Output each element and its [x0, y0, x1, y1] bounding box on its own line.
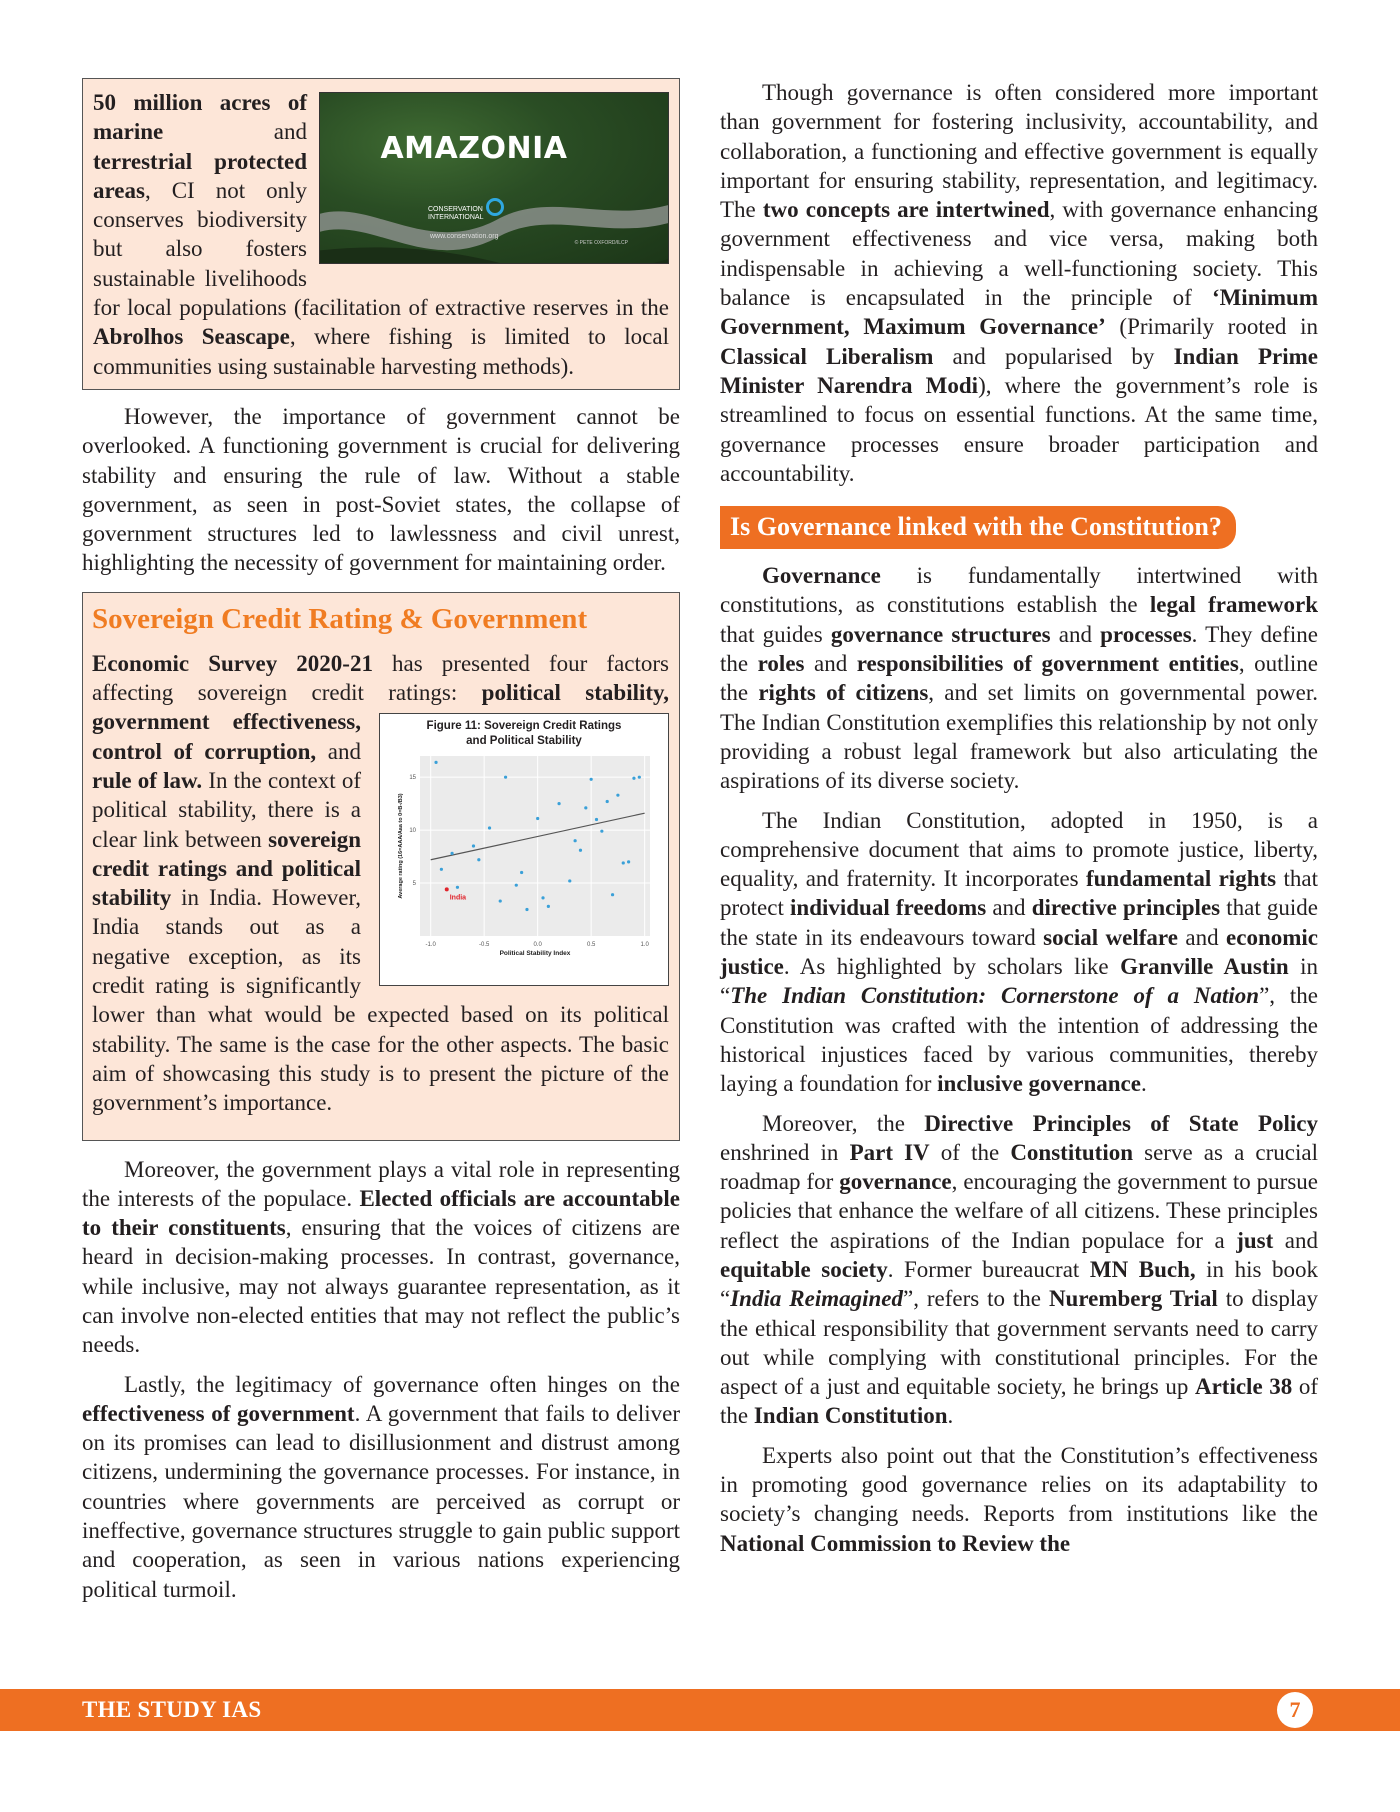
footer-title: THE STUDY IAS [82, 1697, 262, 1722]
data-point [622, 862, 625, 865]
data-point [472, 845, 475, 848]
right-p4-n: MN Buch, [1089, 1256, 1196, 1282]
right-p3-j: economic justice [720, 924, 1318, 980]
right-paragraph-1 [720, 78, 1318, 488]
figure-title-line1: Figure 11: Sovereign Credit Ratings [426, 720, 622, 733]
right-p3-k: . As highlighted by scholars like [783, 954, 1121, 980]
image-credit: © PETE OXFORD/ILCP [574, 240, 628, 246]
scatter-chart [380, 750, 668, 985]
credit-t8: in India. However, India stands out as a negative exception, as its credit rating is significantly lower than what would be expected based on its political stability. The same is the case for the other aspects. The basic aim of showcasing this study is to present the picture of the government’s importance. [92, 885, 669, 1116]
y-tick-label: 5 [412, 881, 416, 888]
right-p5-a: Experts also point out that the Constitution’s effectiveness in promoting good governance relies on its adaptability to society’s changing needs. Reports from institutions like the [720, 1442, 1318, 1527]
credit-box-text [92, 649, 669, 1118]
x-tick-label: -1.0 [425, 942, 436, 949]
data-point [515, 884, 518, 887]
right-p3-e: and [986, 895, 1032, 921]
right-p3-a: The Indian Constitution, adopted in 1950, is a comprehensive document that aims to promote justice, liberty, equality, and fraternity. It incorporates [720, 807, 1318, 892]
right-p1-i: ), where the government’s role is streamlined to focus on essential functions. At the same time, governance processes ensure broader participation and accountability. [720, 372, 1318, 486]
right-p2-i: roles [757, 651, 805, 677]
right-p1-c: , with governance enhancing government effectiveness and vice versa, making both indispensable in achieving a well-functioning society. This balance is encapsulated in the principle of [720, 197, 1318, 311]
amazonia-t4: , CI not only conserves biodiversity but also fosters sustainable livelihoods for local populations (facilitation of extractive reserves in the [93, 177, 669, 321]
right-p4-h: governance [839, 1169, 952, 1195]
plot-background [420, 756, 650, 936]
data-point [595, 818, 598, 821]
right-p3-q: . [1140, 1071, 1147, 1097]
right-p4-b: Directive Principles of State Policy [924, 1110, 1318, 1136]
right-p2-n: , and set limits on governmental power. The Indian Constitution exemplifies this relationship by not only providing a robust legal framework but also articulating the aspirations of its diverse society. [720, 680, 1318, 794]
right-p2-f: and [1050, 621, 1101, 647]
left-p3-c: . A government that fails to deliver on its promises can lead to disillusionment and distrust among citizens, undermining the governance processes. For instance, in countries where governments are perceived as corrupt or ineffective, governance structures struggle to gain public support and cooperation, as seen in various nations experiencing political turmoil. [82, 1400, 680, 1602]
right-p3-m: in “ [720, 954, 1318, 1009]
right-paragraph-4 [720, 1109, 1318, 1431]
right-p5-b: National Commission to Review the [720, 1530, 1071, 1556]
right-p2-c: legal framework [1149, 592, 1318, 618]
right-p2-h: . They define the [720, 621, 1319, 677]
data-point [590, 778, 593, 781]
credit-t7: sovereign credit ratings and political stability [92, 826, 361, 911]
right-p2-b: is fundamentally intertwined with constitutions, as constitutions establish the [720, 563, 1318, 618]
data-point [434, 761, 437, 764]
right-p3-p: inclusive governance [937, 1071, 1141, 1097]
data-point [536, 817, 539, 820]
right-p4-e: of the [929, 1139, 1011, 1165]
credit-rating-figure [379, 713, 669, 986]
right-p4-r: Nuremberg Trial [1048, 1286, 1218, 1312]
right-p4-k: and [1273, 1227, 1318, 1253]
ci-logo-line2: INTERNATIONAL [428, 214, 484, 221]
data-point [541, 897, 544, 900]
ci-logo-text [428, 206, 484, 222]
left-paragraph-2 [82, 1155, 680, 1360]
figure-title-line2: and Political Stability [466, 735, 582, 748]
right-p1-g: and popularised by [933, 343, 1174, 369]
data-point [520, 871, 523, 874]
amazonia-t3: terrestrial protected areas [93, 148, 307, 203]
data-point [600, 830, 603, 833]
right-p2-d: that guides [720, 621, 831, 647]
amazonia-t1: 50 million acres of marine [93, 90, 307, 145]
right-p2-g: processes [1100, 621, 1192, 647]
right-p4-j: just [1236, 1227, 1274, 1253]
right-p4-i: , encouraging the government to pursue policies that enhance the welfare of all citizens. These principles reflect the aspirations of the Indian populace for a [720, 1169, 1318, 1253]
credit-t2: has presented four factors affecting sovereign credit ratings: [92, 650, 669, 706]
data-point [568, 880, 571, 883]
right-p3-d: individual freedoms [790, 895, 987, 921]
x-tick-label: -0.5 [479, 942, 490, 949]
figure-title [380, 719, 668, 749]
data-point [606, 800, 609, 803]
data-point [584, 807, 587, 810]
credit-t1: Economic Survey 2020-21 [92, 650, 373, 676]
data-point [440, 868, 443, 871]
data-point [632, 777, 635, 780]
right-p4-p: India Reimagined [730, 1286, 903, 1312]
right-p2-l: , outline the [720, 651, 1318, 706]
credit-t3: political stability, government effectiveness, control of corruption, [92, 680, 670, 764]
left-paragraph-1: However, the importance of government cannot be overlooked. A functioning government is crucial for delivering stability and ensuring the rule of law. Without a stable government, as seen in post-Soviet states, the collapse of government structures led to lawlessness and civil unrest, highlighting the necessity of government for maintaining order. [82, 403, 680, 576]
amazonia-image-title: AMAZONIA [380, 131, 568, 166]
right-p2-j: and [804, 651, 857, 677]
right-p3-c: that protect [720, 866, 1318, 921]
right-p1-b: two concepts are intertwined [762, 197, 1050, 223]
credit-t4: and [316, 738, 361, 764]
right-p3-h: social welfare [1043, 924, 1178, 950]
right-p3-o: ”, the Constitution was crafted with the intention of addressing the historical injustices faced by various communities, thereby laying a foundation for [720, 983, 1318, 1097]
y-tick-label: 10 [409, 828, 416, 835]
sovereign-credit-box [82, 592, 680, 1141]
data-point [574, 839, 577, 842]
ci-logo-line1: CONSERVATION [428, 206, 483, 213]
right-p2-m: rights of citizens [758, 680, 929, 706]
data-point [616, 794, 619, 797]
data-point [504, 776, 507, 779]
section-heading-constitution: Is Governance linked with the Constitution? [720, 506, 1236, 549]
data-point [557, 802, 560, 805]
india-point [445, 888, 449, 892]
right-p4-a: Moreover, the [762, 1110, 925, 1136]
data-point [611, 893, 614, 896]
right-p4-f: Constitution [1010, 1139, 1134, 1165]
right-p4-w: . [947, 1403, 954, 1429]
right-p2-a: Governance [762, 563, 881, 589]
right-p3-l: Granville Austin [1120, 954, 1289, 980]
data-point [579, 849, 582, 852]
left-column [82, 78, 680, 1614]
right-p1-a: Though governance is often considered more important than government for fostering inclusivity, accountability, and collaboration, a functioning and effective government is equally important for ensuring stability, representation, and legitimacy. The [720, 80, 1318, 223]
y-axis-label: Average rating (16=AAA/Aaa to 0=B-/B3) [398, 793, 404, 899]
credit-t5: rule of law. [92, 767, 203, 793]
amazonia-t6: , where fishing is limited to local communities using sustainable harvesting methods). [93, 324, 669, 379]
amazonia-t2: and [163, 119, 307, 145]
right-p4-o: in his book “ [720, 1256, 1318, 1312]
x-tick-label: 0.5 [586, 942, 596, 949]
left-p2-c: , ensuring that the voices of citizens are heard in decision-making processes. In contrast, governance, while inclusive, may not always guarantee representation, as it can involve non-elected entities that may not reflect the public’s needs. [82, 1215, 681, 1358]
ci-logo-icon [486, 198, 504, 216]
amazonia-info-box [82, 78, 680, 390]
right-p4-q: ”, refers to the [902, 1286, 1049, 1312]
right-p2-k: responsibilities of government entities [856, 651, 1239, 677]
left-paragraph-3 [82, 1370, 680, 1604]
right-paragraph-3 [720, 806, 1318, 1099]
credit-t6: In the context of political stability, there is a clear link between [92, 767, 361, 852]
right-column [720, 78, 1318, 1568]
right-p3-n: The Indian Constitution: Cornerstone of a Nation [730, 983, 1260, 1009]
data-point [450, 852, 453, 855]
right-p3-i: and [1177, 924, 1227, 950]
right-paragraph-2 [720, 561, 1318, 795]
right-p4-s: to display the ethical responsibility that government servants need to carry out while complying with constitutional principles. For the aspect of a just and equitable society, he brings up [720, 1286, 1318, 1400]
right-p1-d: ‘Minimum Government, Maximum Governance’ [720, 285, 1318, 340]
left-p2-a: Moreover, the government plays a vital role in representing the interests of the populace. [82, 1156, 680, 1211]
data-point [547, 905, 550, 908]
right-p4-t: Article 38 [1194, 1374, 1293, 1400]
amazonia-t5: Abrolhos Seascape [93, 324, 290, 350]
x-axis-label: Political Stability Index [499, 950, 571, 958]
data-point [499, 900, 502, 903]
right-p4-c: enshrined in [720, 1139, 850, 1165]
right-paragraph-5 [720, 1441, 1318, 1558]
data-point [638, 776, 641, 779]
right-p2-e: governance structures [830, 621, 1051, 647]
ci-url: www.conservation.org [430, 233, 499, 240]
x-tick-label: 1.0 [640, 942, 649, 949]
page-number: 7 [1277, 1692, 1313, 1728]
left-p2-b: Elected officials are accountable to their constituents [82, 1185, 680, 1241]
right-p4-u: of the [720, 1374, 1318, 1429]
right-p1-f: Classical Liberalism [720, 343, 934, 369]
right-p4-d: Part IV [849, 1139, 930, 1165]
right-p3-g: that guide the state in its endeavours toward [720, 895, 1318, 950]
data-point [456, 886, 459, 889]
right-p1-h: Indian Prime Minister Narendra Modi [720, 343, 1318, 398]
right-p3-b: fundamental rights [1085, 866, 1277, 892]
right-p4-l: equitable society [720, 1256, 888, 1282]
credit-box-heading: Sovereign Credit Rating & Government [92, 602, 588, 635]
right-p4-v: Indian Constitution [753, 1403, 948, 1429]
y-tick-label: 15 [409, 775, 416, 782]
amazonia-image [319, 92, 669, 264]
data-point [488, 827, 491, 830]
data-point [627, 861, 630, 864]
right-p1-e: (Primarily rooted in [1105, 314, 1319, 340]
india-label: India [449, 894, 467, 902]
left-p3-b: effectiveness of government [82, 1400, 355, 1426]
right-p4-m: . Former bureaucrat [887, 1256, 1090, 1282]
page-footer [0, 1689, 1400, 1731]
right-p4-g: serve as a crucial roadmap for [720, 1139, 1318, 1195]
data-point [477, 859, 480, 862]
right-p3-f: directive principles [1031, 895, 1221, 921]
data-point [525, 908, 528, 911]
left-p3-a: Lastly, the legitimacy of governance often hinges on the [124, 1371, 680, 1397]
x-tick-label: 0.0 [533, 942, 542, 949]
